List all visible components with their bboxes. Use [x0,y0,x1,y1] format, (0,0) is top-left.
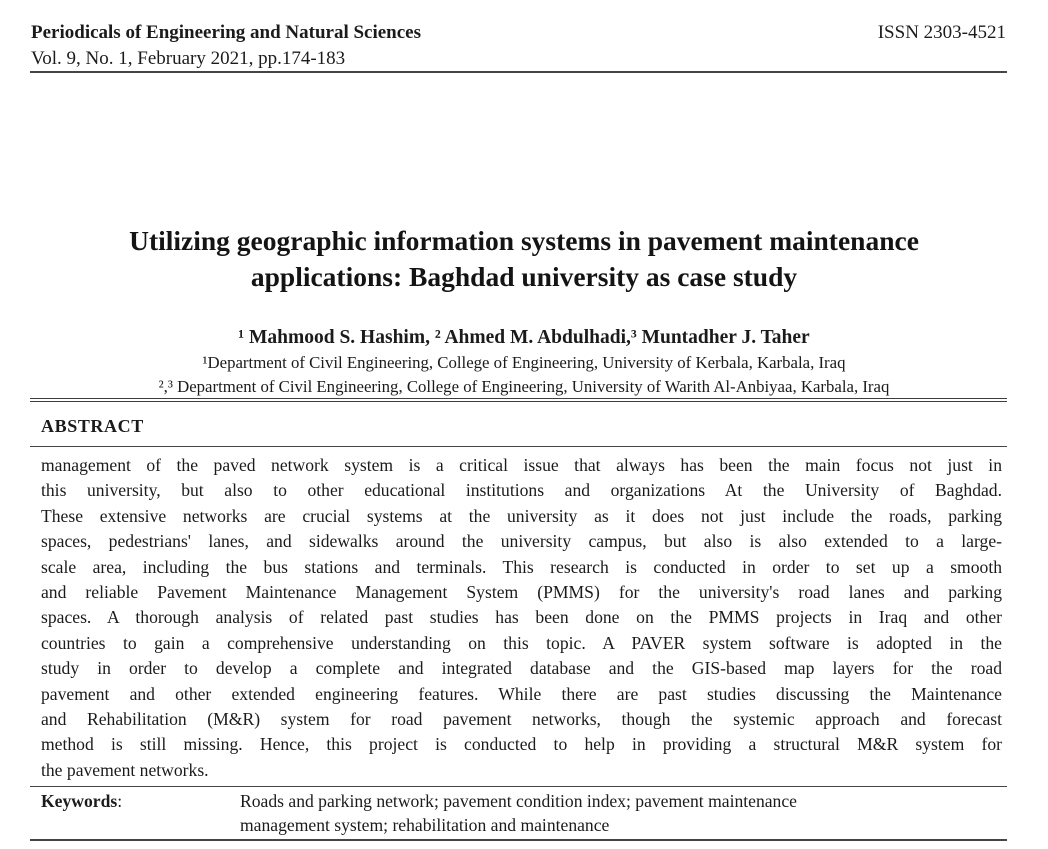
keywords-label-cell [41,789,240,837]
abstract-line: spaces. A thorough analysis of related past studies has been done on the PMMS projects in Iraq and other [41,607,1002,628]
article-title-line: Utilizing geographic information systems in pavement maintenance [129,225,919,256]
abstract-section [0,415,1048,783]
keywords-row [30,789,1007,837]
keyword-line: management system; rehabilitation and maintenance [240,815,610,836]
article-title [0,223,1048,295]
abstract-line: study in order to develop a complete and integrated database and the GIS-based map layers for the road [41,658,1002,679]
abstract-heading: ABSTRACT [41,416,144,436]
abstract-line: spaces, pedestrians' lanes, and sidewalks around the university campus, but also is also extended to a large- [41,531,1002,552]
journal-name: Periodicals of Engineering and Natural Sciences [31,22,422,43]
abstract-divider [30,446,1007,447]
abstract-line: method is still missing. Hence, this project is conducted to help in providing a structural M&R system for [41,734,1002,755]
authors-line: ¹ Mahmood S. Hashim, ² Ahmed M. Abdulhadi,³ Muntadher J. Taher [238,327,810,348]
issn-number: ISSN 2303-4521 [877,22,1006,43]
keywords-colon: : [117,791,123,812]
abstract-line: These extensive networks are crucial systems at the university as it does not just include the roads, parking [41,505,1002,526]
header-divider [30,71,1007,73]
abstract-line: and Rehabilitation (M&R) system for road pavement networks, though the systemic approach and forecast [41,709,1002,730]
abstract-line: pavement and other extended engineering features. While there are past studies discussing the Maintenance [41,683,1002,704]
abstract-body [30,453,1007,783]
abstract-line: and reliable Pavement Maintenance Management System (PMMS) for the university's road lanes and parking [41,582,1002,603]
abstract-line: scale area, including the bus stations and terminals. This research is conducted in order to set up a smooth [41,556,1002,577]
article-title-line: applications: Baghdad university as case study [250,261,798,292]
affiliations [0,351,1048,398]
journal-header-row [31,20,1006,46]
volume-issue-line: Vol. 9, No. 1, February 2021, pp.174-183 [31,48,346,69]
bottom-divider [30,839,1007,841]
abstract-line: management of the paved network system is a critical issue that always has been the main focus not just in [41,455,1002,475]
affiliations-double-divider [30,398,1007,402]
affiliation-line: ¹Department of Civil Engineering, College of Engineering, University of Kerbala, Karbala, Iraq [202,353,846,372]
keyword-line: Roads and parking network; pavement condition index; pavement maintenance [240,791,797,812]
journal-header [0,20,1048,71]
keywords-value [240,789,1007,837]
abstract-line: countries to gain a comprehensive understanding on this topic. A PAVER system software is adopted in the [41,632,1002,653]
abstract-line: this university, but also to other educational institutions and organizations At the University of Baghdad. [41,480,1002,501]
affiliation-line: ²,³ Department of Civil Engineering, College of Engineering, University of Warith Al-Anbiyaa, Karbala, Iraq [158,376,890,396]
abstract-line: the pavement networks. [41,759,209,780]
keywords-divider [30,786,1007,787]
keywords-label: Keywords [41,791,118,812]
